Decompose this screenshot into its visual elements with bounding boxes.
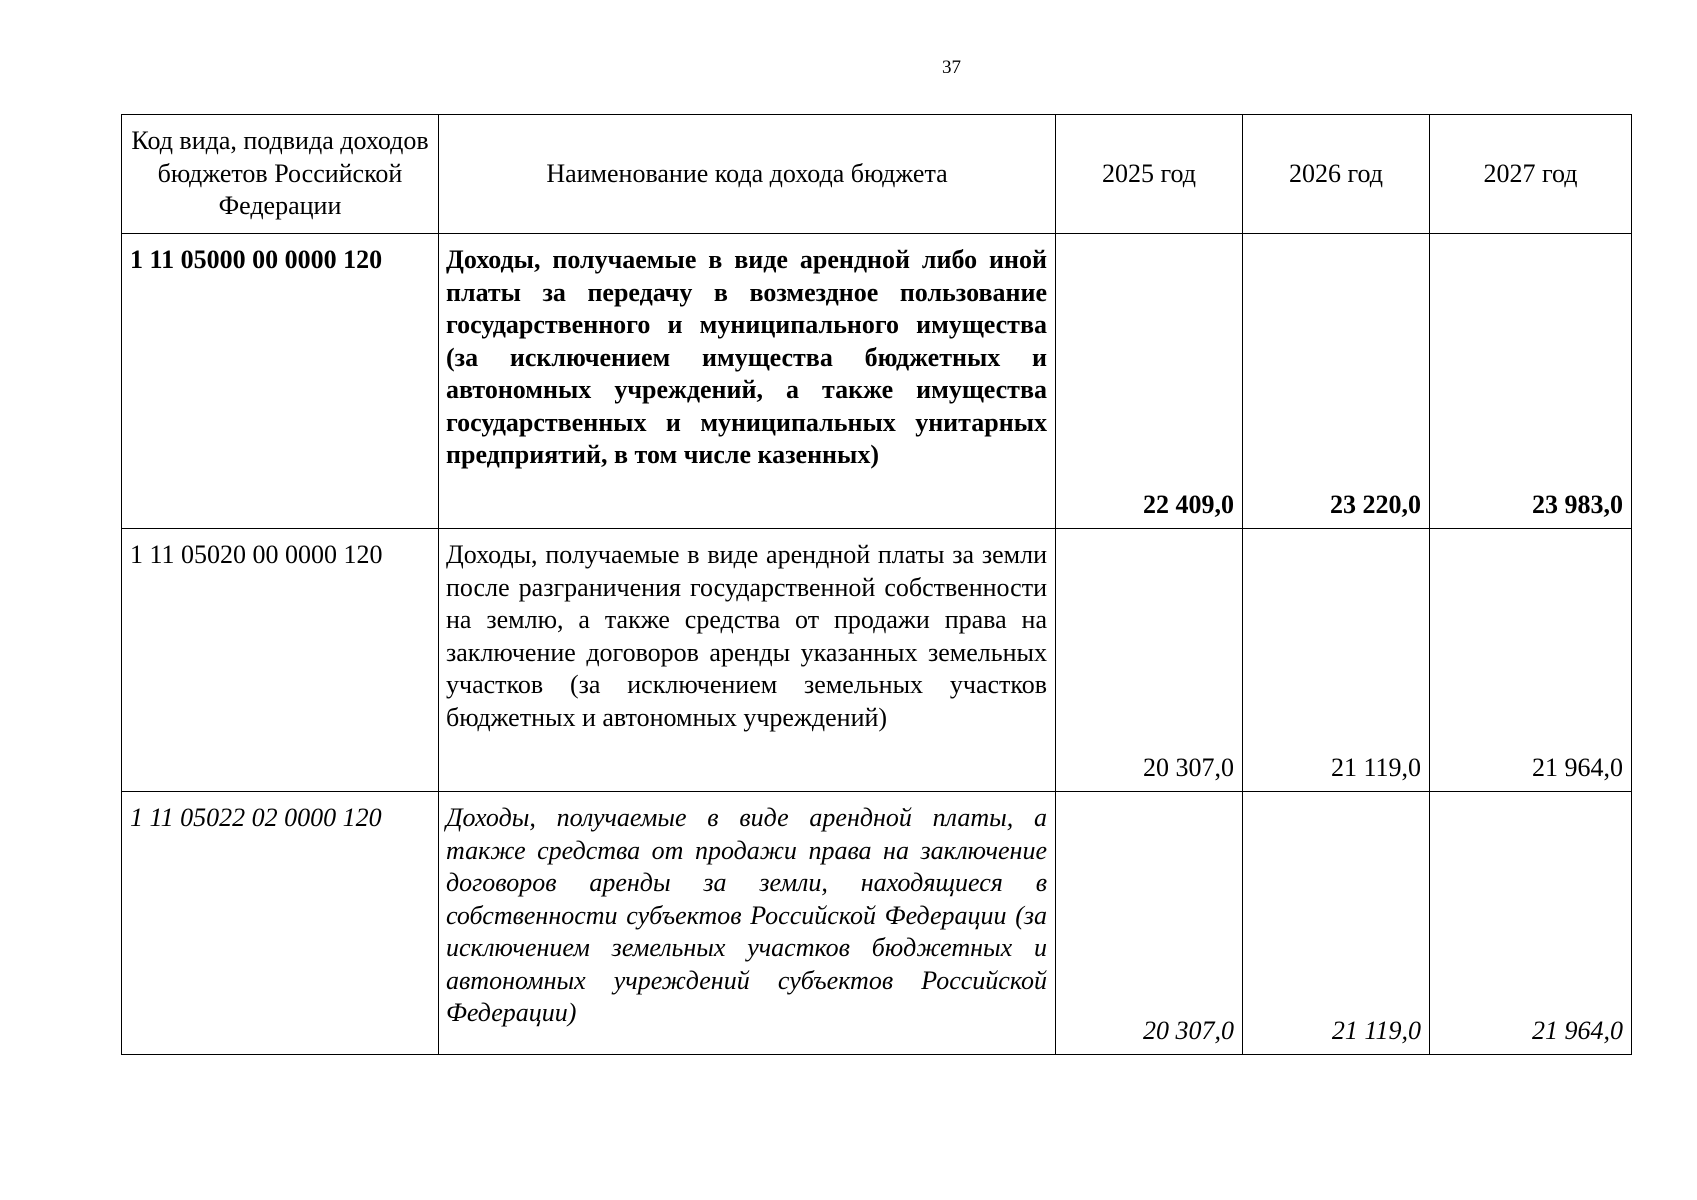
row-value-2027: 21 964,0 xyxy=(1430,792,1632,1055)
row-code: 1 11 05000 00 0000 120 xyxy=(122,234,439,529)
table-row xyxy=(122,792,1632,1055)
row-code: 1 11 05020 00 0000 120 xyxy=(122,529,439,792)
header-code: Код вида, подвида доходов бюджетов Российской Федерации xyxy=(122,115,439,234)
row-code: 1 11 05022 02 0000 120 xyxy=(122,792,439,1055)
table-header-row xyxy=(122,115,1632,234)
row-name: Доходы, получаемые в виде арендной платы, а также средства от продажи права на заключение договоров аренды за земли, находящиеся в собственности субъектов Российской Федерации (за исключением земельных участков бюджетных и автономных учреждений субъектов Российской Федерации) xyxy=(439,792,1056,1055)
row-name: Доходы, получаемые в виде арендной либо иной платы за передачу в возмездное пользование государственного и муниципального имущества (за исключением имущества бюджетных и автономных учреждений, а также имущества государственных и муниципальных унитарных предприятий, в том числе казенных) xyxy=(439,234,1056,529)
header-2026: 2026 год xyxy=(1243,115,1430,234)
row-value-2026: 21 119,0 xyxy=(1243,529,1430,792)
row-value-2027: 21 964,0 xyxy=(1430,529,1632,792)
row-value-2025: 20 307,0 xyxy=(1056,529,1243,792)
row-value-2026: 23 220,0 xyxy=(1243,234,1430,529)
row-value-2027: 23 983,0 xyxy=(1430,234,1632,529)
table-row xyxy=(122,234,1632,529)
row-value-2025: 22 409,0 xyxy=(1056,234,1243,529)
row-value-2026: 21 119,0 xyxy=(1243,792,1430,1055)
page-number: 37 xyxy=(942,57,961,78)
row-name: Доходы, получаемые в виде арендной платы за земли после разграничения государственной собственности на землю, а также средства от продажи права на заключение договоров аренды указанных земельных участков (за исключением земельных участков бюджетных и автономных учреждений) xyxy=(439,529,1056,792)
revenue-table xyxy=(121,114,1632,1055)
table-row xyxy=(122,529,1632,792)
header-name: Наименование кода дохода бюджета xyxy=(439,115,1056,234)
header-2025: 2025 год xyxy=(1056,115,1243,234)
header-2027: 2027 год xyxy=(1430,115,1632,234)
row-value-2025: 20 307,0 xyxy=(1056,792,1243,1055)
